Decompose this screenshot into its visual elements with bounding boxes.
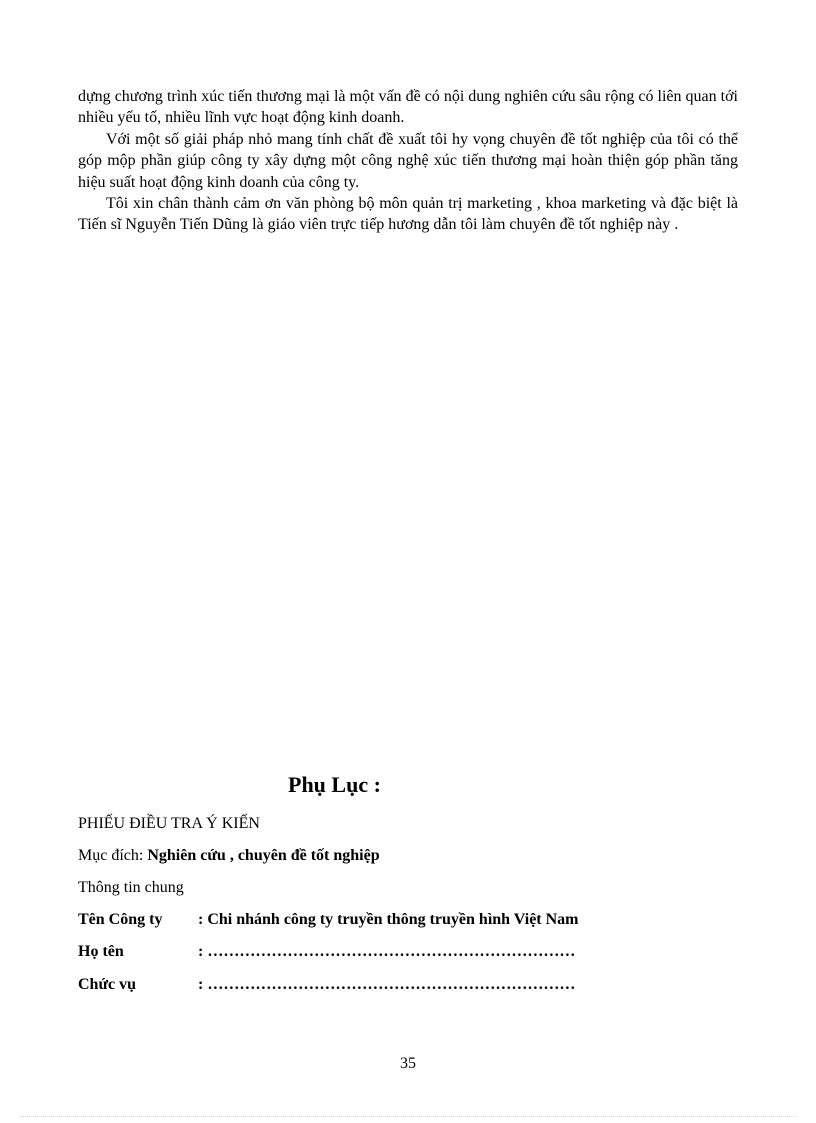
field-name — [78, 943, 575, 961]
field-company — [78, 911, 579, 929]
general-info-heading: Thông tin chung — [78, 879, 184, 896]
purpose-value: Nghiên cứu , chuyên đề tốt nghiệp — [147, 847, 380, 864]
appendix-title: Phụ Lục : — [288, 772, 381, 797]
purpose-label: Mục đích: — [78, 847, 148, 864]
field-company-label: Tên Công ty — [78, 911, 163, 928]
page-number: 35 — [400, 1055, 416, 1072]
field-position-value: : …………………………………………………………… — [198, 976, 576, 993]
field-name-value: : …………………………………………………………… — [198, 943, 576, 960]
page-bottom-divider — [20, 1116, 796, 1117]
body-text — [78, 86, 738, 236]
field-company-value: : Chi nhánh công ty truyền thông truyền hình Việt Nam — [198, 911, 579, 928]
purpose-line — [78, 847, 380, 865]
field-position — [78, 976, 575, 994]
field-name-label: Họ tên — [78, 943, 124, 960]
paragraph-1: dựng chương trình xúc tiến thương mại là một vấn đề có nội dung nghiên cứu sâu rộng có liên quan tới nhiều yếu tố, nhiều lĩnh vực hoạt động kinh doanh. — [78, 88, 738, 127]
field-position-label: Chức vụ — [78, 976, 137, 993]
paragraph-3: Tôi xin chân thành cảm ơn văn phòng bộ môn quản trị marketing , khoa marketing và đặc biệt là Tiến sĩ Nguyễn Tiến Dũng là giáo viên trực tiếp hương dẫn tôi làm chuyên đề tốt nghiệp này . — [78, 195, 738, 234]
survey-title: PHIẾU ĐIỀU TRA Ý KIẾN — [78, 815, 260, 832]
paragraph-2: Với một số giải pháp nhỏ mang tính chất đề xuất tôi hy vọng chuyên đề tốt nghiệp của tôi có thể góp mộp phần giúp công ty xây dựng một công nghệ xúc tiến thương mại hoàn thiện góp phần tăng hiệu suất hoạt động kinh doanh của công ty. — [78, 130, 738, 191]
